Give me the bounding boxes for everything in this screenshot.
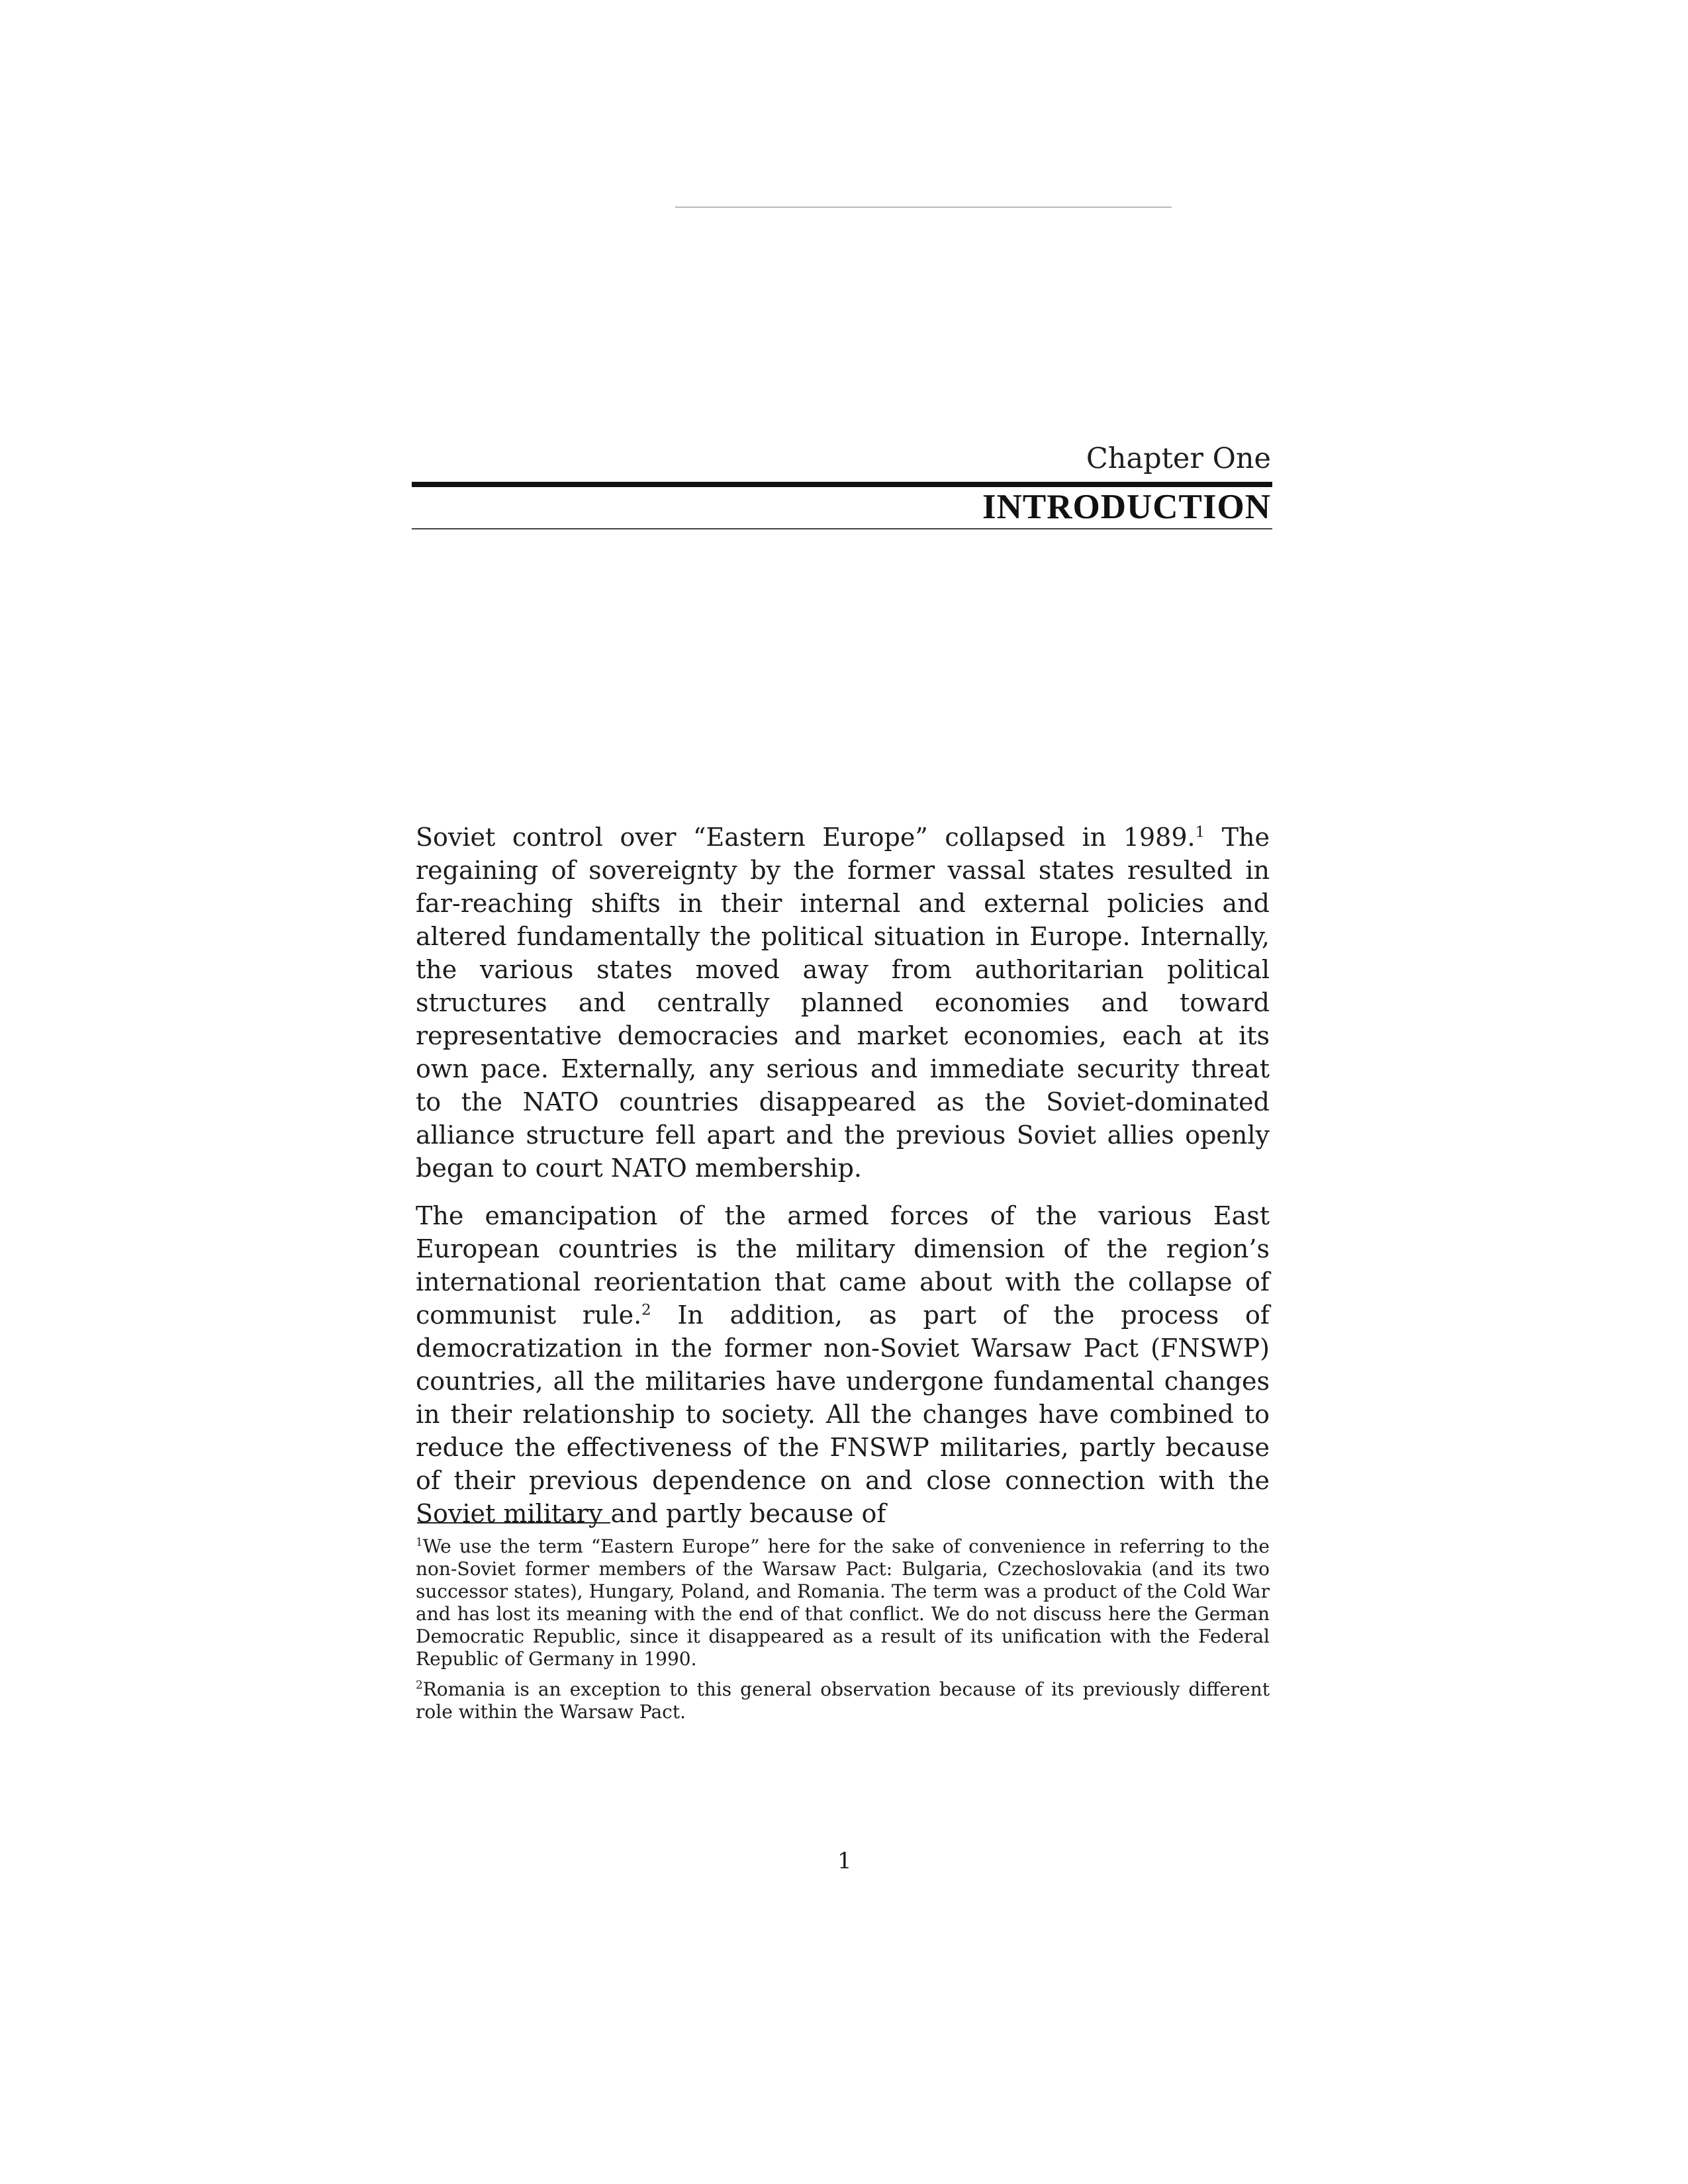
footnote-1 xyxy=(416,1535,1270,1670)
chapter-rule-thin xyxy=(412,528,1272,529)
footnote-ref-2: 2 xyxy=(641,1301,651,1319)
footnotes xyxy=(416,1535,1270,1731)
chapter-title: INTRODUCTION xyxy=(982,488,1271,526)
footnote-2 xyxy=(416,1678,1270,1723)
paragraph-2-text: The emancipation of the armed forces of the various East European countries is the military dimension of the region’s international reorientation that came about with the collapse of communist rule. xyxy=(416,1201,1270,1330)
paragraph-2 xyxy=(416,1199,1270,1530)
paragraph-1-text: Soviet control over “Eastern Europe” collapsed in 1989. xyxy=(416,823,1196,852)
footnote-1-text: We use the term “Eastern Europe” here for the sake of convenience in referring to the non-Soviet former members of the Warsaw Pact: Bulgaria, Czechoslovakia (and its two successor states), Hungary, Poland, and Romania. The term was a product of the Cold War and has lost its meaning with the end of that conflict. We do not discuss here the German Democratic Republic, since it disappeared as a result of its unification with the Federal Republic of Germany in 1990. xyxy=(416,1535,1270,1670)
footnote-ref-1: 1 xyxy=(1195,823,1205,841)
footnote-1-number: 1 xyxy=(416,1535,423,1549)
body-text xyxy=(416,821,1270,1545)
paragraph-2-continued: In addition, as part of the process of democratization in the former non-Soviet Warsaw Pact (FNSWP) countries, all the militaries have undergone fundamental changes in their relationship to society. All the changes have combined to reduce the effectiveness of the FNSWP militaries, partly because of their previous dependence on and close connection with the Soviet military and partly because of xyxy=(416,1300,1270,1528)
paragraph-1-continued: The regaining of sovereignty by the former vassal states resulted in far-reaching shifts in their internal and external policies and altered fundamentally the political situation in Europe. Internally, the various states moved away from authoritarian political structures and centrally planned economies and toward representative democracies and market economies, each at its own pace. Externally, any serious and immediate security threat to the NATO countries disappeared as the Soviet-dominated alliance structure fell apart and the previous Soviet allies openly began to court NATO membership. xyxy=(416,823,1270,1183)
scan-artifact-line xyxy=(675,206,1172,208)
footnote-separator xyxy=(417,1522,610,1524)
paragraph-1 xyxy=(416,821,1270,1185)
chapter-rule-thick xyxy=(412,482,1272,487)
footnote-2-number: 2 xyxy=(416,1678,423,1692)
chapter-label: Chapter One xyxy=(1086,442,1271,475)
page-number: 1 xyxy=(837,1848,852,1874)
footnote-2-text: Romania is an exception to this general observation because of its previously different role within the Warsaw Pact. xyxy=(416,1678,1270,1723)
